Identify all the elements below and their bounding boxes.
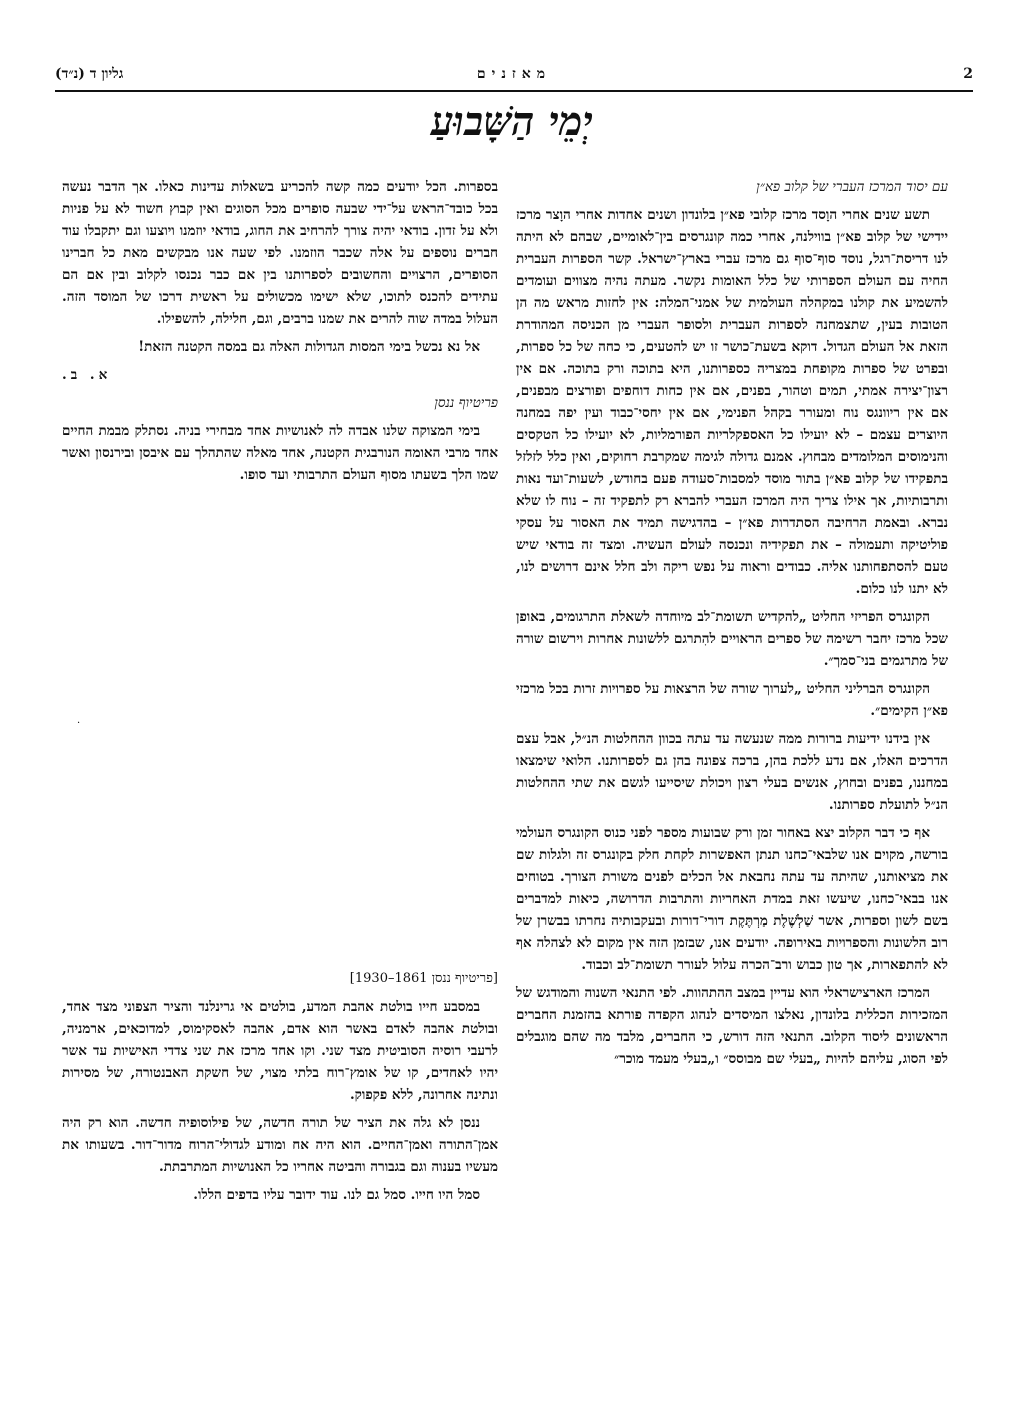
paragraph: אף כי דבר הקלוב יצא באחור זמן ורק שבועות מספר לפני כנוס הקונגרס העולמי בורשה, מקוים אנו שלבאי־כחנו תנתן האפשרות לקחת חלק בקונגרס זה ולגלות שם את מציאותנו, שהיתה עד עתה נחבאת אל הכלים לפנים משורת הצורך. בטוחים אנו בבאי־כחנו, שיעשו זאת במדת האחריות והתרבות הדרושה, כיאות למדברים בשם לשון וספרות, אשר שַׁלְשֶׁלֶת מַרְתֶּקֶת דורי־דורות ובעקבותיה נחרתו בבשרן של רוב הלשונות והספרויות באירופה. יודעים אנו, שבזמן הזה אין מקום לא לצהלה אף לא להתפארות, אך טון כבוש ורב־הכרה עלול לעורר תשומת־לב וכבוד. (516, 825, 948, 973)
column-subheading: פריטיוף ננסן (434, 395, 498, 411)
author-signature: א. ב. (62, 367, 112, 383)
paragraph: תשע שנים אחרי הוָסד מרכז קלובי פא״ן בלונדון ושנים אחדות אחרי הוָצר מרכז יידישי של קלוב פא״ן בווילנה, אחרי כמה קונגרסים בין־לאומיים, שבהם לא היתה לנו דריסת־רגל, נוסד סוף־סוף גם מרכז עברי בארץ־ישראל. קשר הספרות העברית החיה עם העולם הספרותי של כלל האומות נקשר. מעתה נהיה מצווים ועומדים להשמיע את קולנו במקהלה העולמית של אמני־המלה: אין לחזות מראש מה הן הטובות בעין, שתצמחנה לספרות העברית ולסופר העברי מן הכניסה המהודרת הזאת אל העולם הגדול. דוקא בשעת־כושר זו יש להטעים, כי כחה של כל ספרות, ובפרט של ספרות מקופחת במצריה כספרותנו, היא בתוכה ורק בתוכה. אם אין רצון־יצירה אמתי, תמים וטהור, בפנים, אם אין כחות דוחפים ופורצים מבפנים, אם אין ריוונגס נוח ומעורר בקהל הפנימי, אם אין יחסי־כבוד ועין יפה במחנה היוצרים עצמם – לא יועילו כל האספקלריות הפורמליות, לא יועילו כל הטקסים והנימוסים המלומדים מבחוץ. אמנם גדולה לגימה שמקרבת רחוקים, ואין כלל לזלזל בתפקידו של קלוב פא״ן בתור מוסד למסבות־סעודה פעם בחודש, לשעות־ועד נאות ותרבותיות, אך אילו צריך היה המרכז העברי להברא רק לתפקיד זה – נוח לו שלא נברא. ובאמת הרחיבה הסתדרות פא״ן – בהדגישה תמיד את האסור על עסקי פוליטיקה ותעמולה – את תפקידיה ונכנסה לעולם העשיה. ומצד זה בודאי שיש טעם להסתפחותנו אליה. כבודים וראוה על נפש ריקה ולב חלל אינם דרושים לנו, לא יתנו לנו כלום. (516, 207, 948, 597)
paragraph: סמל היו חייו. סמל גם לנו. עוד ידובר עליו בדפים הללו. (193, 1187, 480, 1203)
paragraph: אין בידנו ידיעות ברורות ממה שנעשה עד עתה בכוון ההחלטות הנ״ל, אבל עצם הדרכים האלו, אם נדע ללכת בהן, ברכה צפונה בהן גם לספרותנו. הלואי שימצאו במחננו, בפנים ובחוץ, אנשים בעלי רצון ויכולת שיסייעו לגשם את שתי ההחלטות הנ״ל לתועלת ספרותנו. (516, 731, 948, 813)
magazine-name: מאזנים (476, 66, 552, 82)
left-column-bottom (62, 968, 498, 1212)
page-title: יְמֵי הַשָּׁבוּעַ (430, 98, 594, 145)
paragraph: בספרות. הכל יודעים כמה קשה להכריע בשאלות עדינות כאלו. אך הדבר נעשה בכל כובד־הראש על־ידי שבעה סופרים מכל הסוגים ואין קבוץ חשוד לא על פניות ולא על זדון. בודאי יהיה צורך להרחיב את החוג, בודאי יוזמנו ויוצעו וגם יתקבלו עוד חברים נוספים על אלה שכבר הוזמנו. לפי שעה אנו מבקשים מאת כל חברינו הסופרים, הרצויים והחשובים לספרותנו בין אם כבר נכנסו לקלוב ובין אם הם עתידים להכנס לתוכו, שלא ישימו מכשולים על ראשית דרכו של המוסד הזה. העלול במדה שוה להרים את שמנו ברבים, וגם, חלילה, להשפילו. (62, 179, 498, 327)
right-column (516, 176, 948, 1076)
left-column-top (62, 176, 498, 492)
paragraph: המרכז הארצישראלי הוא עדיין במצב ההתהוות. לפי התנאי השנוה והמודגש של המזכירות הכללית בלונדון, נאלצו המיסדים לנהוג הקפדה פורתא בהזמנת החברים הראשונים ליסוד הקלוב. התנאי הזה דורש, כי החברים, מלבד מה שהם מוגבלים לפי הסוג, עליהם להיות „בעלי שם מבוסס״ ו„בעלי מעמד מוכר״ (516, 985, 948, 1067)
paragraph: אל נא נכשל בימי המסות הגדולות האלה גם במסה הקטנה הזאת! (138, 339, 480, 355)
issue-label: גליון ד (נ״ד) (55, 66, 124, 82)
paragraph: הקונגרס הברליני החליט „לערוך שורה של הרצאות על ספרויות זרות בכל מרכזי פא״ן הקימים״. (516, 681, 948, 719)
header-rule (55, 90, 973, 92)
paragraph: הקונגרס הפריזי החליט „להקדיש תשומת־לב מיוחדה לשאלת התרגומים, באופן שכל מרכז יחבר רשימה של ספרים הראויים להִתרגם ללשונות אחרות וירשום שורה של מתרגמים בני־סמך״. (516, 609, 948, 669)
page-number: 2 (963, 66, 973, 82)
print-speck: · (77, 718, 81, 729)
page-header (55, 66, 973, 90)
paragraph: בימי המצוקה שלנו אבדה לה לאנושיות אחד מבחירי בניה. נסתלק מבמת החיים אחד מרבי האומה הנורבגית הקטנה, אחד מאלה שהתהלך עם איבסן ובירנסון ואשר שמו הלך בשעתו מסוף העולם התרבותי ועד סופו. (62, 423, 498, 483)
paragraph: במסבע חייו בולטת אהבת המדע, בולטים אי גרינלנד והציר הצפוני מצד אחד, ובולטת אהבה לאדם באשר הוא אדם, אהבה לאסקימוס, למדוכאים, ארמניה, לרעבי רוסיה הסוביטית מצד שני. וקו אחד מרכז את שני צדדי האישיות עד אשר יהיו לאחדים, קו של אומץ־רוח בלתי מצוי, של חשקת האבנטורה, של מסירות ונתינה אחרונה, ללא פקפוק. (62, 999, 498, 1103)
column-subheading: עם יסוד המרכז העברי של קלוב פא״ן (756, 179, 948, 195)
column-subheading: [פריטיוף ננסן 1861–1930] (349, 971, 498, 986)
paragraph: ננסן לא גלה את הציר של תורה חדשה, של פילוסופיה חדשה. הוא רק היה אמן־התורה ואמן־החיים. הוא היה אח ומודע לגדולי־הרוח מדור־דור. בשעותו את מעשיו בענוה וגם בגבורה והביטה אחריו כל האנושיות המתרבתת. (62, 1115, 498, 1175)
